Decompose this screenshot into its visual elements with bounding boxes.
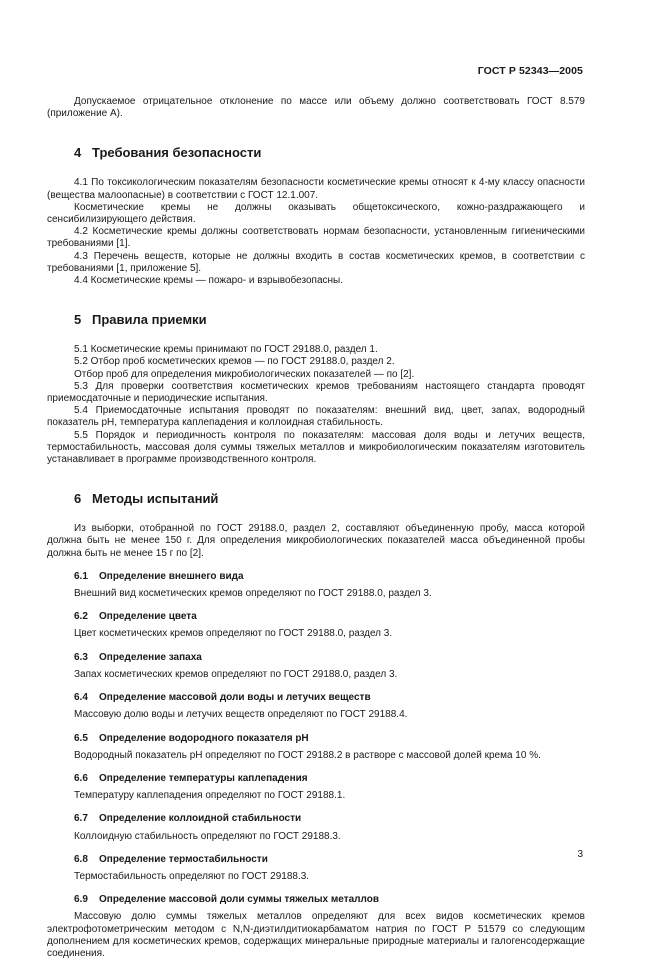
section-5-body xyxy=(47,344,585,466)
subsection-heading-6-2: 6.2 Определение цвета xyxy=(74,611,197,623)
paragraph-5-2b: Отбор проб для определения микробиологических показателей — по [2]. xyxy=(74,368,415,380)
section-title: Требования безопасности xyxy=(92,145,262,161)
subsection-text-6-2: Цвет косметических кремов определяют по ГОСТ 29188.0, раздел 3. xyxy=(74,628,393,640)
paragraph-4-3: 4.3 Перечень веществ, которые не должны входить в состав косметических кремов, в соответствии с требованиями [1, приложение 5]. xyxy=(47,250,585,274)
paragraph-5-4: 5.4 Приемосдаточные испытания проводят по показателям: внешний вид, цвет, запах, водородный показатель рН, температура каплепадения и коллоидная стабильность. xyxy=(47,405,585,429)
subsection-heading-6-8: 6.8 Определение термостабильности xyxy=(74,853,268,865)
section-number: 4 xyxy=(74,145,82,161)
section-heading-5 xyxy=(47,312,585,327)
paragraph-5-1: 5.1 Косметические кремы принимают по ГОСТ 29188.0, раздел 1. xyxy=(74,344,378,356)
section-title: Методы испытаний xyxy=(92,491,219,507)
section-heading-4 xyxy=(47,145,585,160)
paragraph-4-1: 4.1 По токсикологическим показателям безопасности косметические кремы относят к 4-му классу опасности (вещества малоопасные) в соответствии с ГОСТ 12.1.007. xyxy=(47,177,585,201)
paragraph-5-3: 5.3 Для проверки соответствия косметических кремов требованиям настоящего стандарта проводят приемосдаточные и периодические испытания. xyxy=(47,380,585,405)
document-body xyxy=(47,96,585,960)
subsection-heading-6-7: 6.7 Определение коллоидной стабильности xyxy=(74,813,302,825)
section-title: Правила приемки xyxy=(92,312,207,328)
section-6-body xyxy=(47,523,585,960)
section-heading-6 xyxy=(47,491,585,506)
subsection-text-6-7: Коллоидную стабильность определяют по ГОСТ 29188.3. xyxy=(74,830,341,842)
paragraph-4-4: 4.4 Косметические кремы — пожаро- и взрывобезопасны. xyxy=(74,275,343,287)
section-4-body xyxy=(47,177,585,287)
subsection-text-6-8: Термостабильность определяют по ГОСТ 29188.3. xyxy=(74,870,310,882)
subsection-text-6-3: Запах косметических кремов определяют по ГОСТ 29188.0, раздел 3. xyxy=(74,668,398,680)
subsection-text-6-5: Водородный показатель рН определяют по ГОСТ 29188.2 в растворе с массовой долей крема 10 %. xyxy=(74,749,541,761)
paragraph-5-2: 5.2 Отбор проб косметических кремов — по ГОСТ 29188.0, раздел 2. xyxy=(74,356,395,368)
subsection-heading-6-6: 6.6 Определение температуры каплепадения xyxy=(74,772,308,784)
subsection-text-6-4: Массовую долю воды и летучих веществ определяют по ГОСТ 29188.4. xyxy=(74,709,408,721)
subsection-text-6-1: Внешний вид косметических кремов определяют по ГОСТ 29188.0, раздел 3. xyxy=(74,588,432,600)
document-header: ГОСТ Р 52343—2005 xyxy=(477,65,583,77)
section-number: 6 xyxy=(74,491,82,507)
page-number: 3 xyxy=(577,849,583,860)
paragraph-4-2: 4.2 Косметические кремы должны соответствовать нормам безопасности, установленным гигиеническими требованиями [1]. xyxy=(47,226,585,250)
subsection-text-6-9: Массовую долю суммы тяжелых металлов определяют для всех видов косметических кремов электрофотометрическим методом с N,N-диэтилдитиокарбаматом натрия по ГОСТ Р 51579 со следующим дополнением для косметических кремов, содержащих минеральные природные материалы и галогенсодержащие соединения. xyxy=(47,911,585,959)
subsection-text-6-6: Температуру каплепадения определяют по ГОСТ 29188.1. xyxy=(74,790,346,802)
paragraph-5-5: 5.5 Порядок и периодичность контроля по показателям: массовая доля воды и летучих веществ, термостабильность, массовая доля суммы тяжелых металлов и микробиологическим показателям изготовитель устанавливает в программе производственного контроля. xyxy=(47,429,585,466)
subsection-heading-6-5: 6.5 Определение водородного показателя рН xyxy=(74,732,309,744)
subsection-heading-6-9: 6.9 Определение массовой доли суммы тяжелых металлов xyxy=(74,894,380,906)
paragraph-4-1b: Косметические кремы не должны оказывать общетоксического, кожно-раздражающего и сенсибилизирующего действия. xyxy=(47,201,585,226)
subsection-heading-6-4: 6.4 Определение массовой доли воды и летучих веществ xyxy=(74,692,371,704)
subsection-heading-6-1: 6.1 Определение внешнего вида xyxy=(74,570,244,582)
subsection-heading-6-3: 6.3 Определение запаха xyxy=(74,651,202,663)
section-number: 5 xyxy=(74,312,82,328)
intro-paragraph: Допускаемое отрицательное отклонение по массе или объему должно соответствовать ГОСТ 8.579 (приложение А). xyxy=(47,96,585,120)
paragraph-6-intro: Из выборки, отобранной по ГОСТ 29188.0, раздел 2, составляют объединенную пробу, масса которой должна быть не менее 150 г. Для определения микробиологических показателей масса объединенной пробы должна быть не менее 15 г по [2]. xyxy=(47,523,585,559)
